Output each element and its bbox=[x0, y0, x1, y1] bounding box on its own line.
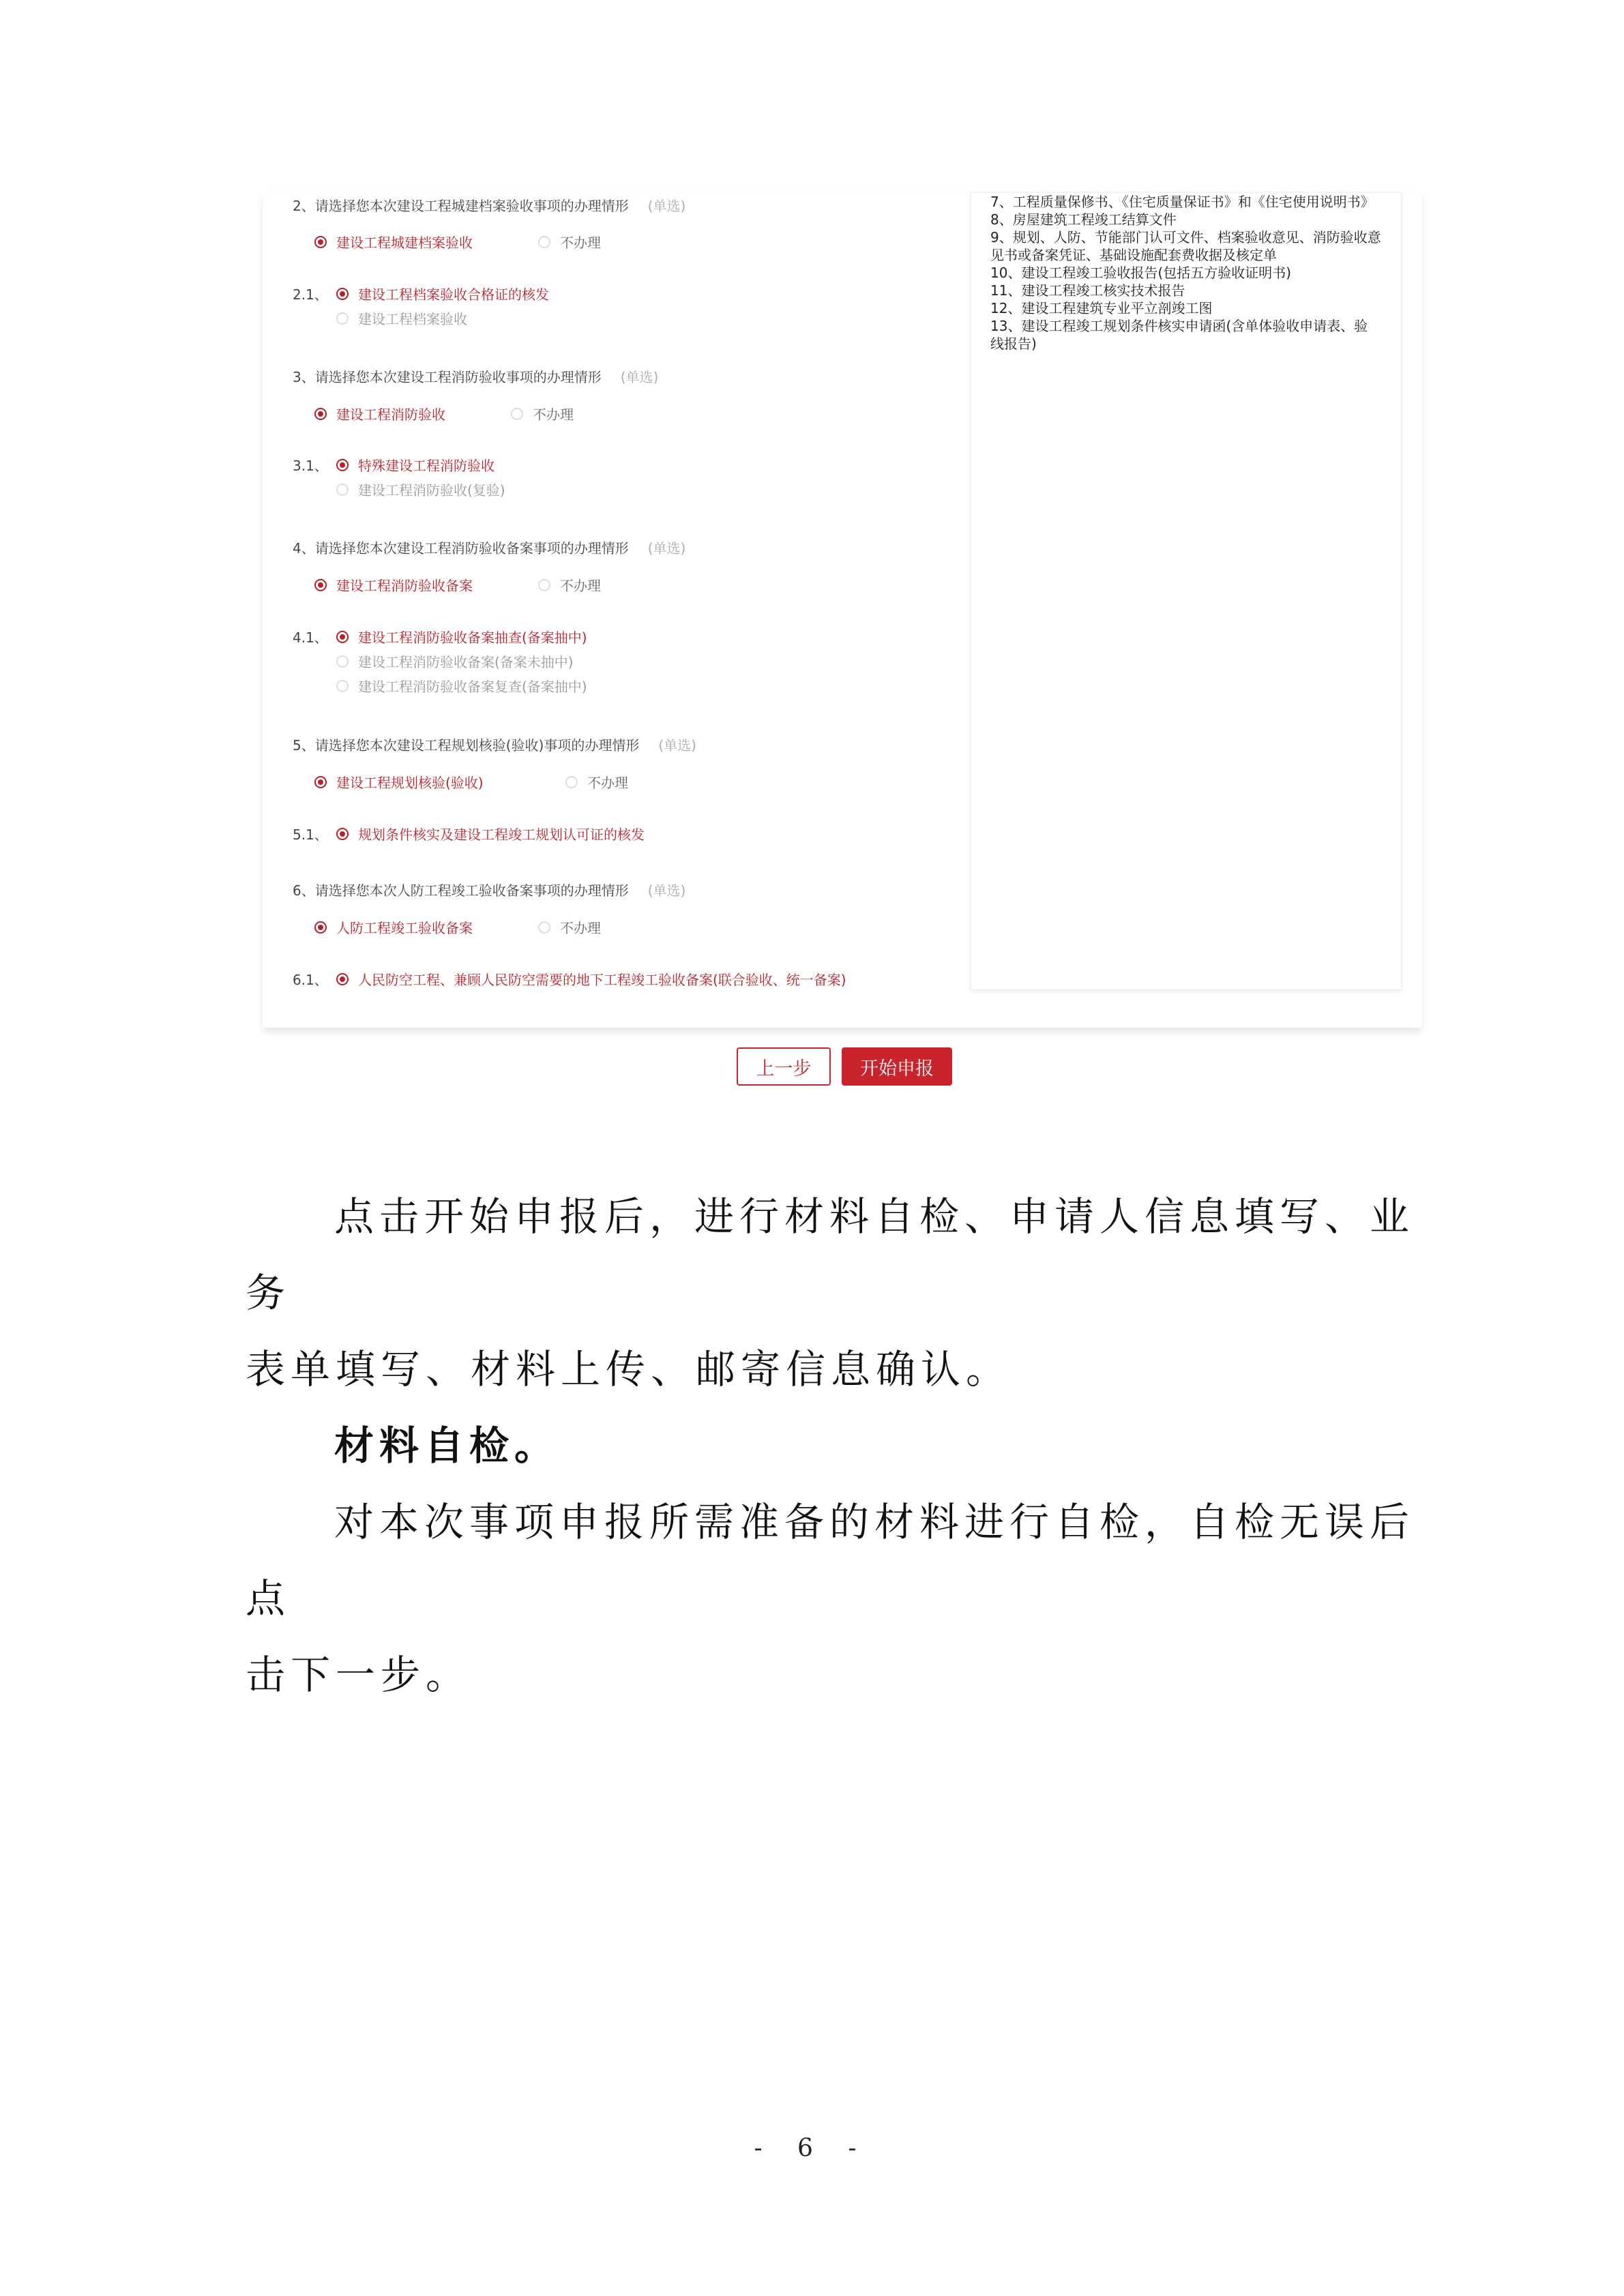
material-item: 7、工程质量保修书、《住宅质量保证书》和《住宅使用说明书》 bbox=[990, 194, 1374, 210]
material-item: 11、建设工程竣工核实技术报告 bbox=[990, 282, 1185, 299]
paragraph-line: 对本次事项申报所需准备的材料进行自检，自检无误后点 bbox=[246, 1499, 1415, 1622]
paragraph-line: 点击开始申报后，进行材料自检、申请人信息填写、业务 bbox=[246, 1193, 1415, 1316]
subquestion-number: 4.1、 bbox=[293, 629, 328, 646]
page-number: - 6 - bbox=[754, 2134, 870, 2162]
radio-icon[interactable] bbox=[538, 579, 550, 591]
option-special-fire-acceptance[interactable]: 特殊建设工程消防验收 bbox=[336, 455, 494, 475]
option-not-apply[interactable]: 不办理 bbox=[565, 772, 628, 792]
material-item: 线报告) bbox=[990, 336, 1037, 352]
question-6-title: 6、请选择您本次人防工程竣工验收备案事项的办理情形 (单选) bbox=[293, 882, 686, 899]
radio-icon[interactable] bbox=[538, 921, 550, 934]
paragraph-line: 击下一步。 bbox=[246, 1652, 471, 1698]
subquestion-number: 3.1、 bbox=[293, 458, 328, 474]
option-record-not-selected[interactable]: 建设工程消防验收备案(备案未抽中) bbox=[336, 651, 574, 671]
start-application-button[interactable]: 开始申报 bbox=[842, 1047, 952, 1086]
option-fire-recheck[interactable]: 建设工程消防验收(复验) bbox=[336, 479, 505, 499]
document-body bbox=[246, 1178, 1419, 1713]
paragraph-line: 表单填写、材料上传、邮寄信息确认。 bbox=[246, 1346, 1012, 1392]
materials-list-panel bbox=[971, 192, 1402, 990]
radio-icon[interactable] bbox=[511, 408, 523, 420]
radio-selected-icon[interactable] bbox=[314, 921, 327, 934]
option-archive-certificate[interactable]: 建设工程档案验收合格证的核发 bbox=[336, 284, 549, 303]
option-not-apply[interactable]: 不办理 bbox=[538, 917, 601, 937]
option-fire-acceptance[interactable]: 建设工程消防验收 bbox=[314, 404, 445, 423]
option-archive-acceptance[interactable]: 建设工程城建档案验收 bbox=[314, 232, 473, 252]
option-archive-acceptance-only[interactable]: 建设工程档案验收 bbox=[336, 308, 467, 328]
application-form-screenshot bbox=[263, 192, 1422, 1028]
radio-selected-icon[interactable] bbox=[314, 776, 327, 788]
section-heading: 材料自检。 bbox=[334, 1422, 560, 1469]
radio-selected-icon[interactable] bbox=[314, 236, 327, 248]
option-not-apply[interactable]: 不办理 bbox=[538, 232, 601, 252]
radio-icon[interactable] bbox=[336, 483, 349, 496]
question-2-title: 2、请选择您本次建设工程城建档案验收事项的办理情形 (单选) bbox=[293, 198, 686, 214]
option-fire-record[interactable]: 建设工程消防验收备案 bbox=[314, 575, 473, 595]
option-civil-defense-record[interactable]: 人防工程竣工验收备案 bbox=[314, 917, 473, 937]
radio-selected-icon[interactable] bbox=[336, 973, 349, 985]
option-planning-verification[interactable]: 建设工程规划核验(验收) bbox=[314, 772, 484, 792]
option-not-apply[interactable]: 不办理 bbox=[538, 575, 601, 595]
option-planning-certificate[interactable]: 规划条件核实及建设工程竣工规划认可证的核发 bbox=[336, 824, 645, 844]
material-item: 10、建设工程竣工验收报告(包括五方验收证明书) bbox=[990, 265, 1292, 281]
subquestion-number: 2.1、 bbox=[293, 286, 328, 303]
radio-selected-icon[interactable] bbox=[336, 288, 349, 300]
subquestion-number: 5.1、 bbox=[293, 826, 328, 843]
radio-icon[interactable] bbox=[336, 312, 349, 325]
material-item: 9、规划、人防、节能部门认可文件、档案验收意见、消防验收意 bbox=[990, 229, 1381, 245]
radio-icon[interactable] bbox=[336, 680, 349, 692]
radio-icon[interactable] bbox=[336, 655, 349, 668]
material-item: 12、建设工程建筑专业平立剖竣工图 bbox=[990, 300, 1213, 316]
option-record-spot-check[interactable]: 建设工程消防验收备案抽查(备案抽中) bbox=[336, 627, 587, 646]
material-item: 8、房屋建筑工程竣工结算文件 bbox=[990, 211, 1177, 228]
option-not-apply[interactable]: 不办理 bbox=[511, 404, 574, 423]
radio-selected-icon[interactable] bbox=[314, 579, 327, 591]
option-civil-defense-joint-record[interactable]: 人民防空工程、兼顾人民防空需要的地下工程竣工验收备案(联合验收、统一备案) bbox=[336, 969, 846, 989]
radio-icon[interactable] bbox=[565, 776, 578, 788]
radio-icon[interactable] bbox=[538, 236, 550, 248]
option-record-recheck[interactable]: 建设工程消防验收备案复查(备案抽中) bbox=[336, 676, 587, 696]
subquestion-number: 6.1、 bbox=[293, 972, 328, 988]
material-item: 见书或备案凭证、基础设施配套费收据及核定单 bbox=[990, 247, 1277, 263]
material-item: 13、建设工程竣工规划条件核实申请函(含单体验收申请表、验 bbox=[990, 318, 1368, 334]
question-5-title: 5、请选择您本次建设工程规划核验(验收)事项的办理情形 (单选) bbox=[293, 737, 696, 754]
question-4-title: 4、请选择您本次建设工程消防验收备案事项的办理情形 (单选) bbox=[293, 540, 686, 556]
question-3-title: 3、请选择您本次建设工程消防验收事项的办理情形 (单选) bbox=[293, 369, 659, 385]
radio-selected-icon[interactable] bbox=[336, 459, 349, 471]
previous-step-button[interactable]: 上一步 bbox=[737, 1047, 831, 1086]
radio-selected-icon[interactable] bbox=[336, 828, 349, 840]
radio-selected-icon[interactable] bbox=[314, 408, 327, 420]
radio-selected-icon[interactable] bbox=[336, 631, 349, 643]
